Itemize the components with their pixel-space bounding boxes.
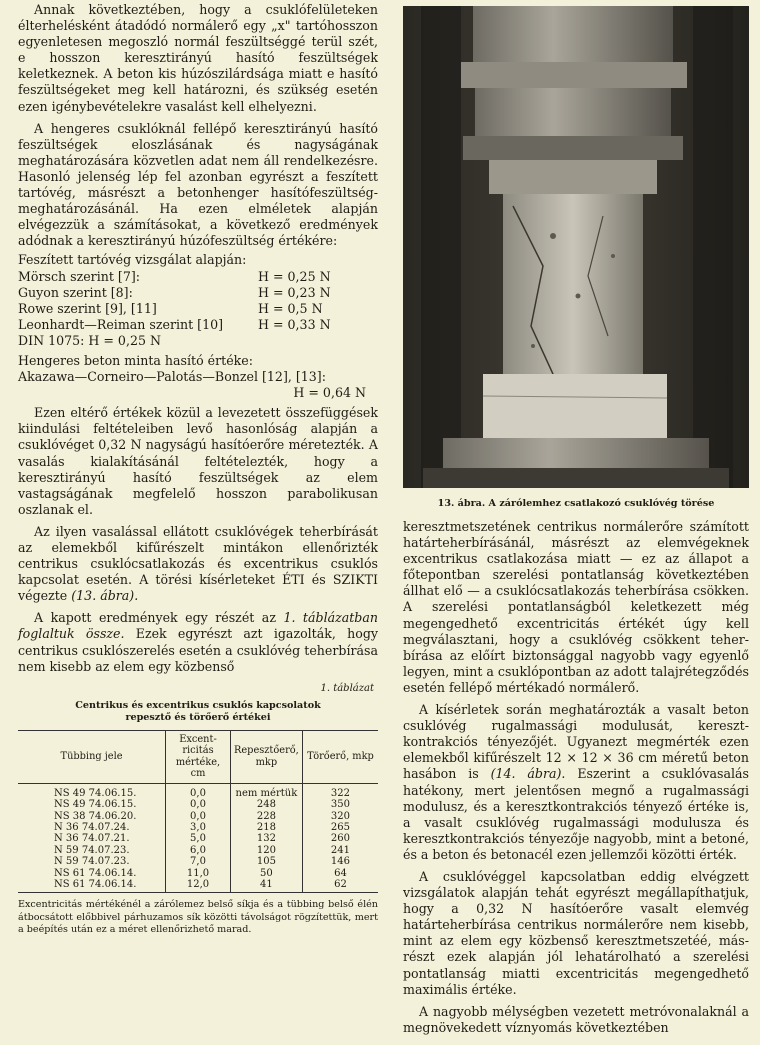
cell-breaking-force: 260 — [302, 833, 378, 844]
cell-eccentricity: 11,0 — [166, 868, 231, 879]
cell-eccentricity: 0,0 — [166, 783, 231, 799]
cell-tubbing: N 59 74.07.23. — [54, 856, 130, 868]
table-row — [18, 799, 378, 810]
paragraph-cylindrical-joints: A hengeres csuklóknál fellépő keresztirányú hasító feszültségek eloszlásának és nagyságának meghatározására közvetlen adat nem áll rendelkezésre. Hasonló jelenség lép fel azonban egyrészt a feszített tartóvég, másrészt a betonhenger hasítófeszültség-meghatározásánál. Ha ezen elméletek alapján elvégezzük a számításokat, a következő eredmények adódnak a keresztirányú húzófeszültség értékére: — [18, 120, 378, 249]
cell-splitting-force: 248 — [230, 799, 302, 810]
header-eccentricity: Excentricitás mértéke, cm — [166, 730, 231, 783]
paragraph-dimensioning: Ezen eltérő értékek közül a levezetett összefüggések kiindulási feltételeiben levő hasonlóság alapján a csuklóvéget 0,32 N nagyságú hasítóerőre méretezték. A vasalás kialakításánál feltételezték, hogy a keresztirányú hasító feszültségek az elem vastagságának megfelelő hosszon parabolikusan oszlanak el. — [18, 405, 378, 517]
cell-tubbing: N 59 74.07.23. — [54, 844, 130, 856]
table-header-row — [18, 730, 378, 783]
paragraph-conclusions: A csuklóvéggel kapcsolatban eddig elvégzett vizsgálatok alapján tehát egyrészt megállapíthatjuk, hogy a 0,32 N hasítóerőre vasalt elemvég határteherbírása centrikus normálerőre nem kisebb, mint az elem egy közbenső keresztmetszetéé, másrészt ezek alapján jól lehatárolható a szerelési pontatlanság miatti excentricitás megengedhető maximális értéke. — [403, 868, 749, 997]
left-column — [18, 2, 378, 936]
cell-breaking-force: 322 — [302, 783, 378, 799]
paragraph-deep-metro: A nagyobb mélységben vezetett metróvonalaknál a megnövekedett víznyomás következtében — [403, 1003, 749, 1035]
cell-tubbing: NS 61 74.06.14. — [18, 879, 166, 893]
cell-tubbing: NS 49 74.06.15. — [54, 787, 137, 799]
table-row — [18, 845, 378, 856]
table-row — [18, 783, 378, 799]
cell-breaking-force: 62 — [302, 879, 378, 893]
table-row — [18, 868, 378, 879]
cell-tubbing: NS 38 74.06.20. — [54, 810, 137, 822]
list1-row-leonhardt: Leonhardt—Reiman szerint [10] H = 0,33 N — [18, 316, 331, 332]
cell-eccentricity: 5,0 — [166, 833, 231, 844]
figure-caption: 13. ábra. A zárólemhez csatlakozó csuklóvég törése — [437, 498, 715, 509]
cell-eccentricity: 0,0 — [166, 811, 231, 822]
list1-row-guyon: Guyon szerint [8]: H = 0,23 N — [18, 284, 331, 300]
list2-value: H = 0,64 N — [293, 385, 366, 401]
cell-splitting-force: 105 — [230, 856, 302, 867]
cell-tubbing: N 36 74.07.21. — [54, 833, 130, 845]
cell-eccentricity: 7,0 — [166, 856, 231, 867]
cell-eccentricity: 0,0 — [166, 799, 231, 810]
table-title: Centrikus és excentrikus csuklós kapcsolatok repesztő és törőerő értékei — [75, 699, 321, 723]
list1-row-rowe: Rowe szerint [9], [11] H = 0,5 N — [18, 300, 323, 316]
cell-breaking-force: 350 — [302, 799, 378, 810]
cell-splitting-force: 218 — [230, 822, 302, 833]
cell-splitting-force: 120 — [230, 845, 302, 856]
table-ref-1: 1. táblázatban foglaltuk össze. — [18, 610, 378, 642]
cell-tubbing: NS 61 74.06.14. — [54, 867, 137, 879]
table-footnote: Excentricitás mértékénél a zárólemez belső síkja és a tübbing belső élén átbocsátott előbbivel párhuzamos sík közötti távolságot rögzítettük, mert a beépítés után ez a méret ellenőrizhető marad. — [18, 899, 378, 935]
paragraph-tests: Az ilyen vasalással ellátott csuklóvégek teherbírását az elemekből kifűrészelt mintákon ellenőrizték centrikus csuklócsatlakozás és excentrikus csuklós kapcsolat esetén. A törési kísérleteket ÉTI és SZIKTI végezte (13. ábra). — [18, 523, 378, 604]
cell-breaking-force: 265 — [302, 822, 378, 833]
right-column — [403, 0, 749, 1036]
paragraph-splitting-stress: Annak következtében, hogy a csuklófelületeken élterhelésként átadódó normálerő egy „x" tartóhosszon egyenletesen megoszló normál feszültséggé terül szét, e hosszon keresztirányú hasító feszültségek keletkeznek. A beton kis húzószilárdsága miatt e hasító feszültségeket meg kell határozni, és szükség esetén ezen igénybevételekre vasalást kell elhelyezni. — [18, 2, 378, 114]
table-row — [18, 811, 378, 822]
table-number: 1. táblázat — [320, 682, 374, 694]
header-breaking-force: Törőerő, mkp — [302, 730, 378, 783]
figure-ref-14: (14. ábra). — [490, 766, 566, 782]
table-row — [18, 833, 378, 844]
cell-splitting-force: 41 — [230, 879, 302, 893]
cell-eccentricity: 3,0 — [166, 822, 231, 833]
cell-tubbing: N 36 74.07.24. — [54, 821, 130, 833]
list2-line: Akazawa—Corneiro—Palotás—Bonzel [12], [13]: — [18, 369, 326, 385]
cell-splitting-force: 50 — [230, 868, 302, 879]
results-table — [18, 730, 378, 894]
cell-tubbing: NS 49 74.06.15. — [54, 799, 137, 811]
cell-splitting-force: 228 — [230, 811, 302, 822]
paragraph-results: A kapott eredmények egy részét az 1. táblázatban foglaltuk össze. Ezek egyrészt azt igazolták, hogy centrikus csuklószerelés esetén a csuklóvég teherbírása nem kisebb az elem egy közbenső — [18, 610, 378, 674]
cell-breaking-force: 64 — [302, 868, 378, 879]
header-tubbing: Tübbing jele — [18, 730, 166, 783]
din-value: DIN 1075: H = 0,25 N — [18, 332, 161, 348]
paragraph-experiments: A kísérletek során meghatározták a vasalt beton csuklóvég rugalmassági modulusát, keresztkontrakciós tényezőjét. Ugyanezt megmérték ezen elemekből kifűrészelt 12 × 12 × 36 cm méretű beton hasábon is (14. ábra). Eszerint a csuklóvasalás hatékony, mert jelentősen megnő a rugalmassági modulusz, és a keresztkontrakciós tényező értéke is, a vasalt csuklóvég rugalmassági modulusza és keresztkontrakciós tényezője nagyobb, mint a betoné, és a beton és betonacél ezen jellemzői közötti érték. — [403, 702, 749, 862]
cell-eccentricity: 6,0 — [166, 845, 231, 856]
table-row — [18, 856, 378, 867]
cell-breaking-force: 146 — [302, 856, 378, 867]
list1-row-morsch: Mörsch szerint [7]: H = 0,25 N — [18, 268, 331, 284]
cell-breaking-force: 320 — [302, 811, 378, 822]
test-rig-image — [403, 6, 749, 488]
cell-eccentricity: 12,0 — [166, 879, 231, 893]
list2-title: Hengeres beton minta hasító értéke: — [18, 352, 253, 368]
list1-title: Feszített tartóvég vizsgálat alapján: — [18, 252, 247, 268]
table-row — [18, 879, 378, 893]
figure-13-photo — [403, 6, 749, 488]
figure-ref-13: (13. ábra). — [71, 588, 139, 604]
cell-breaking-force: 241 — [302, 845, 378, 856]
cell-splitting-force: nem mértük — [230, 783, 302, 799]
header-splitting-force: Repesztőerő, mkp — [230, 730, 302, 783]
cell-splitting-force: 132 — [230, 833, 302, 844]
paragraph-continuation: keresztmetszetének centrikus normálerőre számított határteherbírásánál, másrészt az elemvégeknek excentrikus csatlakozása miatt — ez az állapot a főtepontban szerelési pontatlanság következtében állhat elő — a csuklócsatlakozás teherbírása csökken. A szerelési pontatlanságból keletkezett még megengedhető excentricitás értékét úgy kell megválasztani, hogy a csuklóvég csökkent teherbírása az előírt biztonsággal nagyobb vagy egyenlő legyen, mint a csuklópontban az adott talajrétegződés esetén fellépő mértékadó normálerő. — [403, 519, 749, 695]
table-row — [18, 822, 378, 833]
